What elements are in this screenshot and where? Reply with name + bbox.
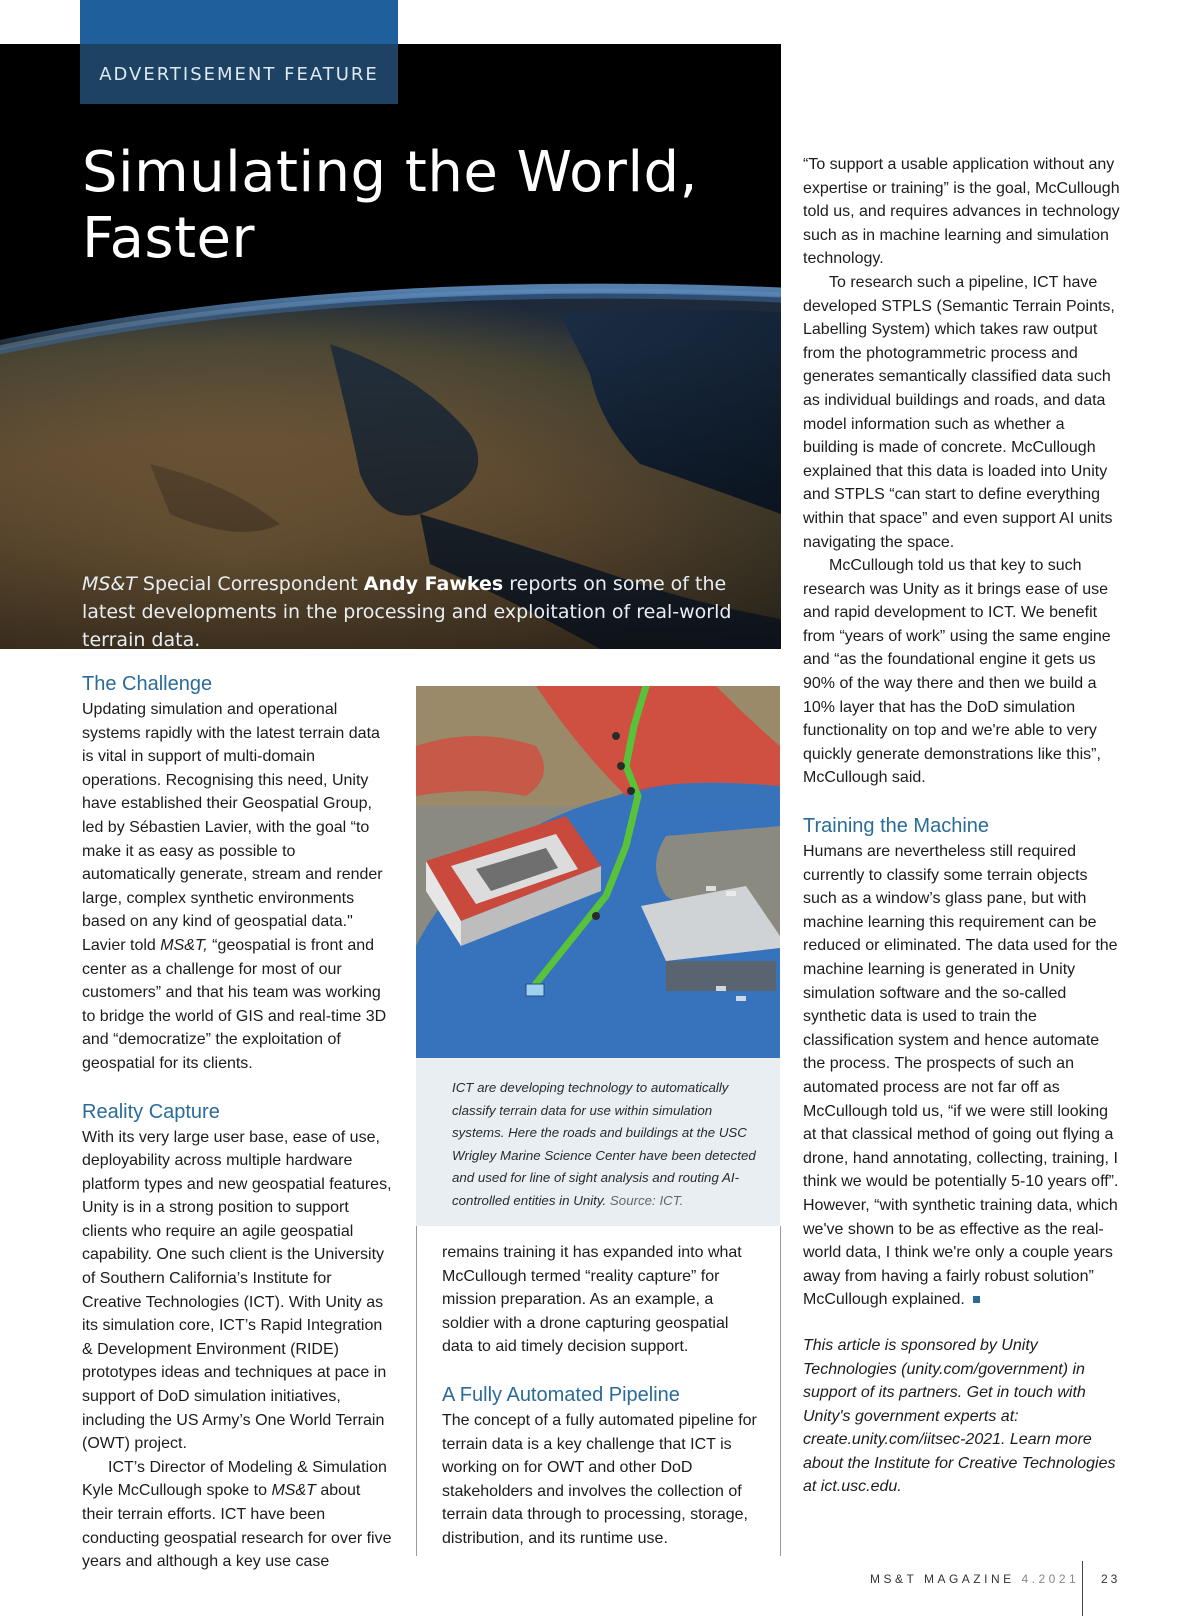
challenge-paragraph (82, 698, 392, 1076)
reality-text-a: ICT’s Director of Modeling & Simulation Kyle McCullough spoke to (82, 1458, 387, 1500)
terrain-photo-image (416, 686, 780, 1058)
reality-text-c: about their terrain efforts. ICT have been conducting geospatial research for over five years and although a key use case (82, 1482, 392, 1571)
reality-paragraph-3: remains training it has expanded into what McCullough termed “reality capture” for mission preparation. As an example, a soldier with a drone capturing geospatial data to aid timely decision support. (442, 1244, 742, 1356)
advertisement-label: ADVERTISEMENT FEATURE (80, 44, 398, 104)
title-line-2: Faster (82, 206, 255, 271)
end-mark-icon (973, 1296, 980, 1303)
training-text: Humans are nevertheless still required currently to classify some terrain objects such as a window’s glass pane, but with machine learning this requirement can be reduced or eliminated. The data used for the machine learning is generated in Unity simulation software and the so-called synthetic data is used to train the classification system and hence automate the process. The prospects of such an automated process are not far off as McCullough told us, “if we were still looking at that classical method of going out flying a drone, hand annotating, collecting, training, I think we would be potentially 5-10 years off”. However, “with synthetic training data, which we've shown to be as effective as the real-world data, I think we're only a couple years away from having a fairly robust solution” McCullough explained. (803, 843, 1119, 1309)
reality-paragraph-2 (82, 1456, 392, 1574)
top-color-band (80, 0, 398, 45)
heading-challenge: The Challenge (82, 673, 213, 695)
sponsor-note: This article is sponsored by Unity Technologies (unity.com/government) in support of its partners. Get in touch with Unity's government experts at: create.unity.com/iitsec-2021. Learn more about the Institute for Creative Technologies at ict.usc.edu. (803, 1336, 1116, 1496)
standfirst (82, 570, 742, 654)
author-name: Andy Fawkes (363, 573, 504, 595)
footer-magazine (870, 1572, 1079, 1586)
pipeline-paragraph-2: “To support a usable application without any expertise or training” is the goal, McCullough told us, and requires advances in technology such as in machine learning and simulation technology. (803, 156, 1120, 268)
title-line-1: Simulating the World, (82, 140, 698, 205)
footer-divider (1082, 1561, 1083, 1616)
heading-pipeline: A Fully Automated Pipeline (442, 1383, 680, 1406)
challenge-text-a: Updating simulation and operational systems rapidly with the latest terrain data is vital in support of multi-domain operations. Recognising this need, Unity have established their Geospatial Group, led by Sébastien Lavier, with the goal “to make it as easy as possible to automatically generate, stream and render large, complex synthetic environments based on any kind of geospatial data." Lavier told (82, 701, 383, 954)
training-paragraph (803, 840, 1123, 1312)
reality-text-b: MS&T (271, 1482, 316, 1500)
page-title (82, 140, 722, 272)
page-number: 23 (1101, 1572, 1121, 1586)
caption-text: ICT are developing technology to automatically classify terrain data for use within simulation systems. Here the roads and buildings at the USC Wrigley Marine Science Center have been detected and used for line of sight analysis and routing AI-controlled entities in Unity. (452, 1080, 756, 1208)
photo-caption-box (416, 1058, 780, 1226)
standfirst-post: reports on some of the latest developments in the processing and exploitation of real-world terrain data. (82, 573, 732, 651)
earth-image (0, 44, 781, 649)
pipeline-paragraph-1: The concept of a fully automated pipeline for terrain data is a key challenge that ICT is working on for OWT and other DoD stakeholders and involves the collection of terrain data through to processing, storage, distribution, and its runtime use. (442, 1411, 757, 1547)
pipeline-paragraph-4: McCullough told us that key to such research was Unity as it brings ease of use and rapid development to ICT. We benefit from “years of work” using the same engine and “as the foundational engine it gets us 90% of the way there and then we build a 10% layer that has the DoD simulation functionality on top and we're able to very quickly generate demonstrations like this”, McCullough said. (803, 557, 1111, 787)
photo-caption (452, 1077, 760, 1213)
magazine-name: MS&T MAGAZINE (870, 1572, 1015, 1586)
issue-number: 4.2021 (1014, 1572, 1080, 1586)
challenge-text-c: “geospatial is front and center as a challenge for most of our customers” and that his team was working to bridge the world of GIS and real-time 3D and “democratize” the exploitation of geospatial for its clients. (82, 936, 387, 1072)
right-column (803, 153, 1123, 1499)
column-divider-right (780, 1226, 781, 1556)
pipeline-paragraph-3: To research such a pipeline, ICT have developed STPLS (Semantic Terrain Points, Labelling System) which takes raw output from the photogrammetric process and generates semantically classified data such as individual buildings and roads, and data model information such as whether a building is made of concrete. McCullough explained that this data is loaded into Unity and STPLS “can start to define everything within that space” and even support AI units navigating the space. (803, 273, 1115, 551)
standfirst-pre: Special Correspondent (136, 573, 364, 595)
middle-column (442, 1241, 757, 1551)
challenge-text-b: MS&T, (160, 936, 208, 954)
column-divider-left (416, 1226, 417, 1556)
reality-paragraph-1: With its very large user base, ease of use, deployability across multiple hardware platform types and new geospatial features, Unity is in a strong position to support clients who require an agile geospatial capability. One such client is the University of Southern California’s Institute for Creative Technologies (ICT). With Unity as its simulation core, ICT’s Rapid Integration & Development Environment (RIDE) prototypes ideas and techniques at pace in support of DoD simulation initiatives, including the US Army’s One World Terrain (OWT) project. (82, 1128, 392, 1453)
hero-banner (0, 44, 781, 649)
left-column (82, 670, 392, 1574)
terrain-photo (416, 686, 780, 1058)
caption-source: Source: ICT. (606, 1192, 684, 1208)
publication-name: MS&T (82, 573, 137, 595)
heading-training: Training the Machine (803, 815, 990, 838)
heading-reality-capture: Reality Capture (82, 1100, 220, 1123)
